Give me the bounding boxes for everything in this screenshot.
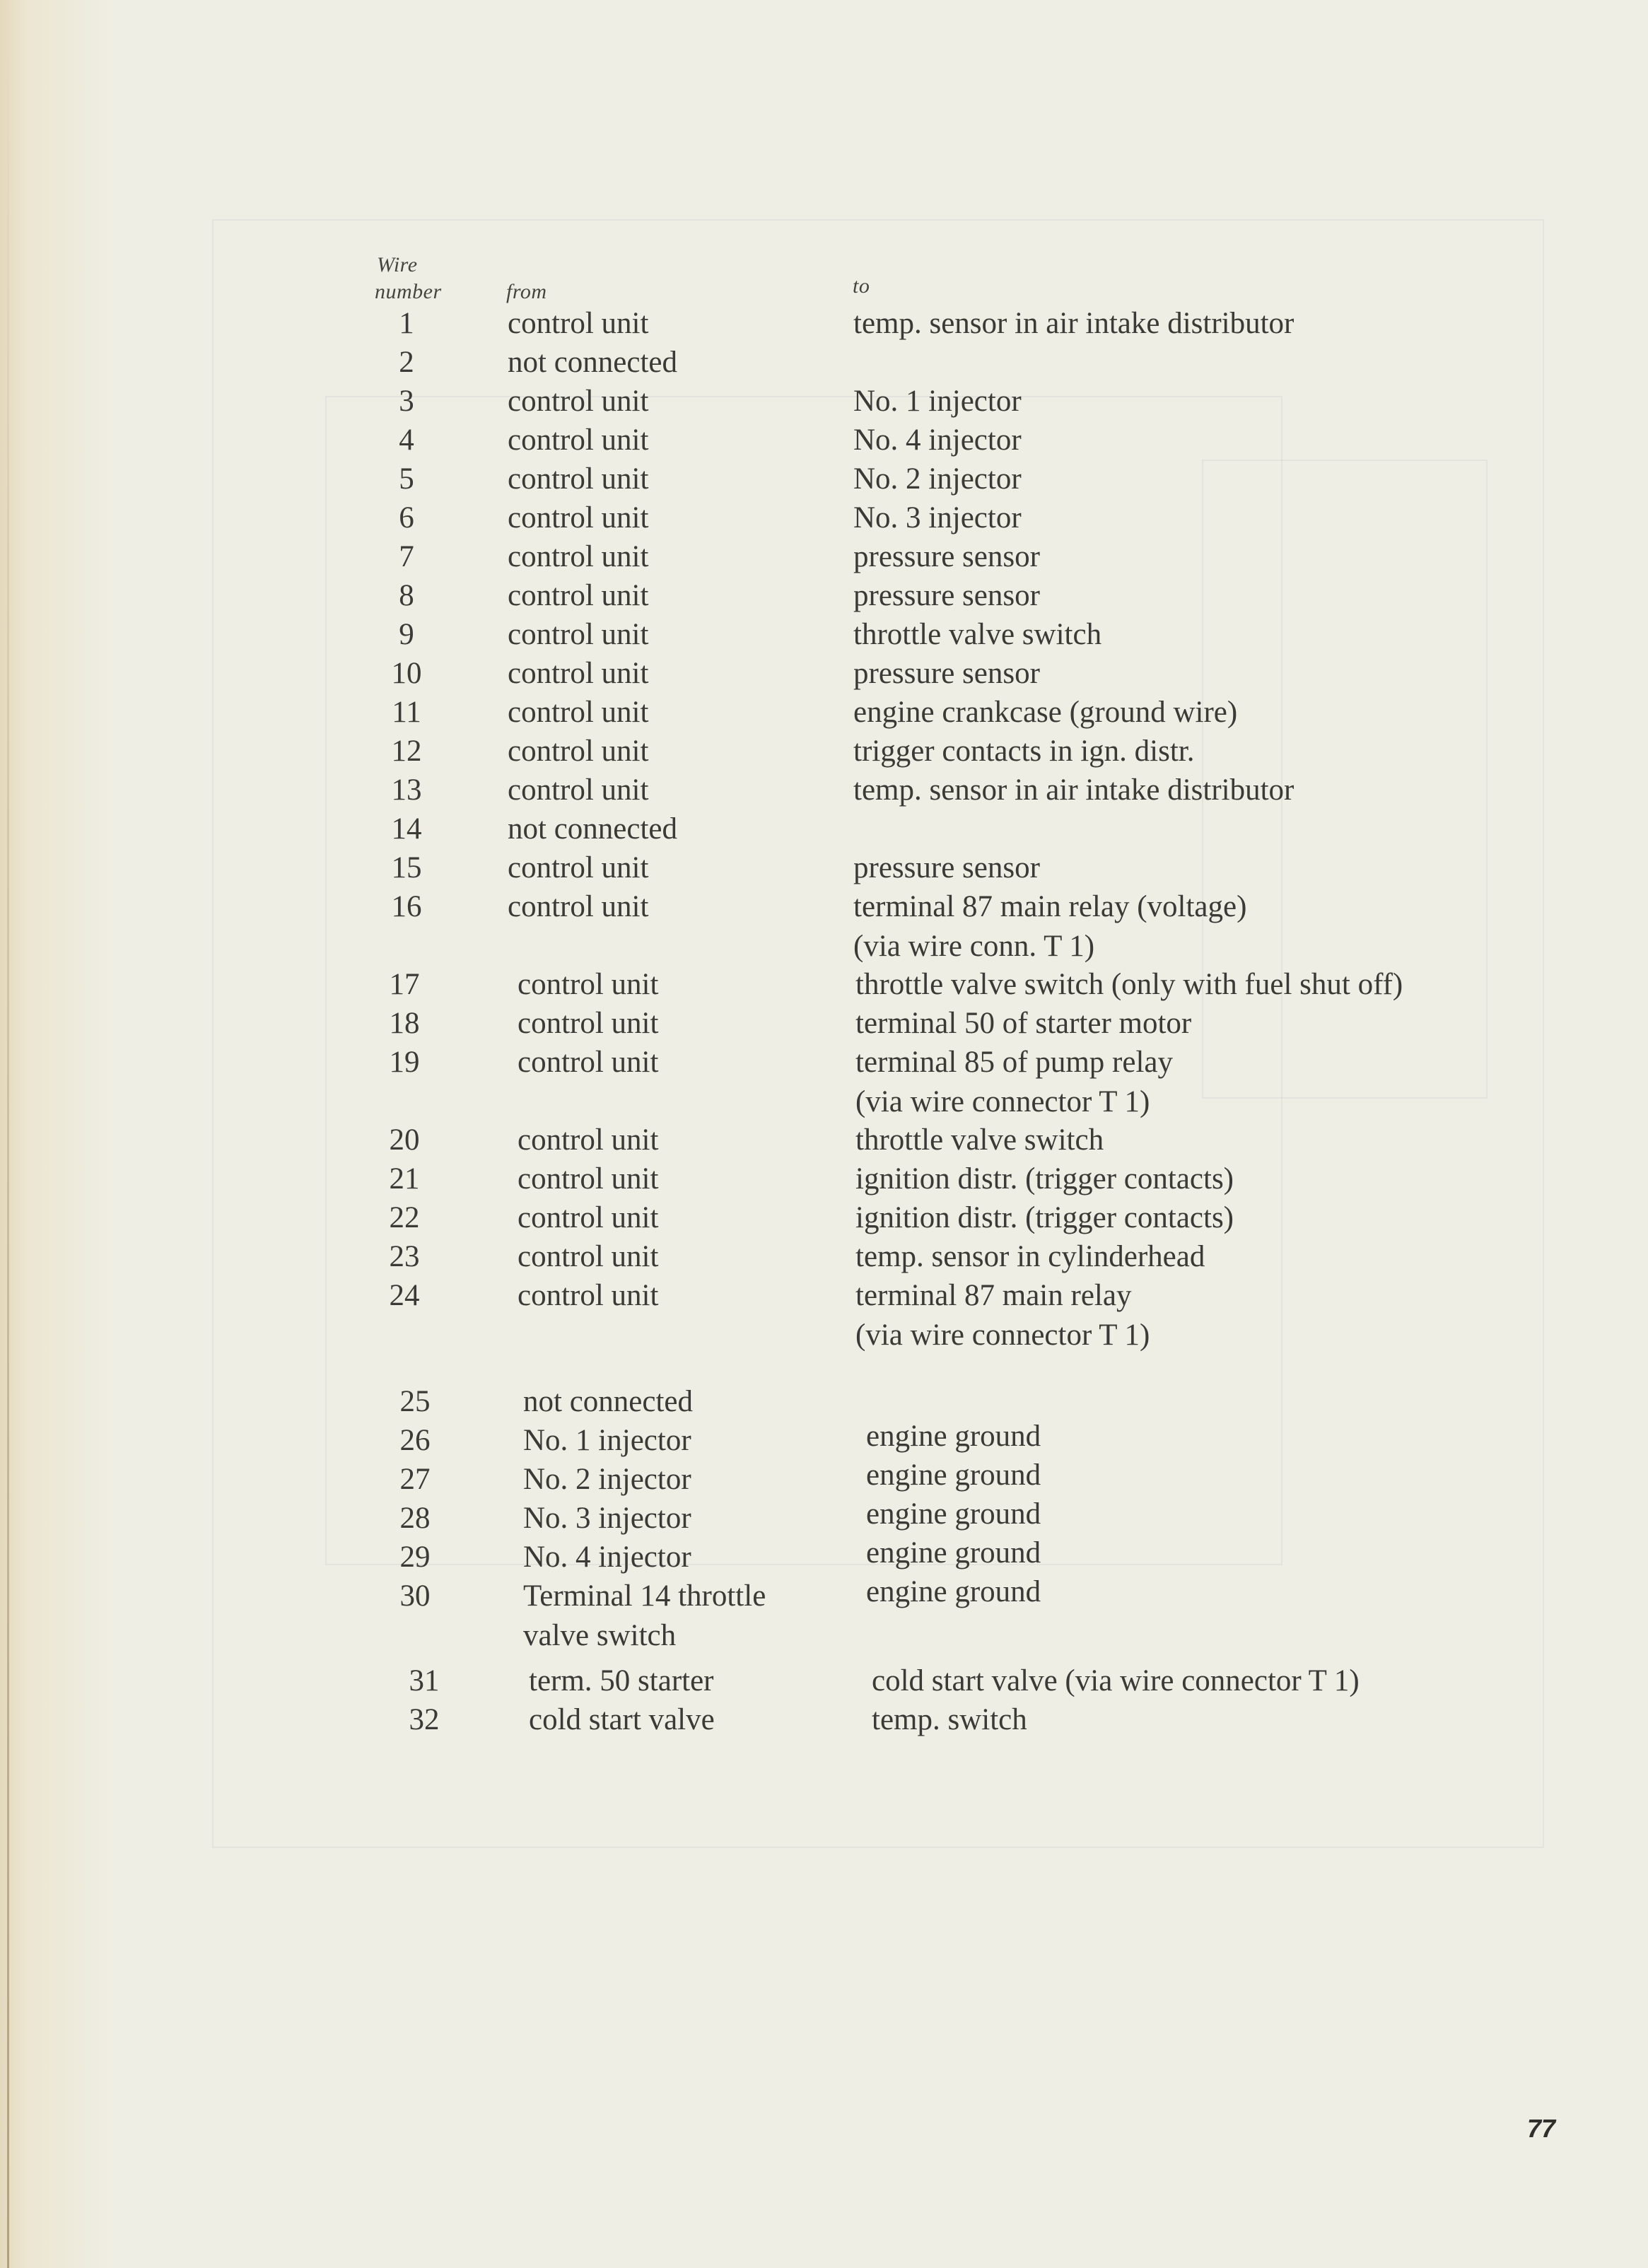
table-row [0, 615, 1648, 655]
table-row [0, 809, 1648, 849]
wire-from: control unit [508, 307, 649, 340]
wire-number: 10 [391, 657, 422, 690]
wire-to: (via wire conn. T 1) [853, 930, 1095, 963]
wire-to: engine ground [866, 1420, 1041, 1453]
wire-from: control unit [518, 1007, 659, 1040]
wire-number: 8 [399, 579, 414, 612]
wire-from: control unit [508, 696, 649, 729]
wire-number: 27 [399, 1463, 431, 1496]
table-row [0, 576, 1648, 616]
wire-number: 17 [389, 968, 420, 1001]
table-row [0, 848, 1648, 888]
wire-from: term. 50 starter [529, 1664, 714, 1697]
table-row [0, 1538, 1648, 1577]
wire-to: engine ground [866, 1459, 1041, 1492]
wire-to: throttle valve switch (only with fuel shut off) [855, 968, 1403, 1001]
table-row [0, 1700, 1648, 1740]
wire-number: 16 [391, 890, 422, 923]
wire-to: trigger contacts in ign. distr. [853, 735, 1195, 768]
wire-number: 21 [389, 1162, 420, 1196]
wire-to: temp. sensor in air intake distributor [853, 307, 1295, 340]
wire-from: not connected [508, 346, 677, 379]
wire-from: control unit [508, 385, 649, 418]
table-row [0, 1159, 1648, 1199]
table-row-continuation [0, 1082, 1648, 1122]
wire-to: No. 1 injector [853, 385, 1022, 418]
table-row [0, 1198, 1648, 1238]
wire-from: control unit [508, 735, 649, 768]
wire-number: 28 [399, 1502, 431, 1535]
wire-from: valve switch [523, 1619, 677, 1652]
wire-to: terminal 85 of pump relay [855, 1046, 1173, 1079]
table-row [0, 537, 1648, 577]
wire-from: Terminal 14 throttle [523, 1579, 766, 1613]
table-row [0, 1421, 1648, 1461]
table-row [0, 732, 1648, 771]
wire-number: 1 [399, 307, 414, 340]
table-row [0, 887, 1648, 927]
table-row [0, 1661, 1648, 1701]
wire-number: 24 [389, 1279, 420, 1312]
wire-to: engine crankcase (ground wire) [853, 696, 1238, 729]
wire-number: 26 [399, 1424, 431, 1457]
wire-to: No. 2 injector [853, 462, 1022, 496]
wire-number: 11 [392, 696, 421, 729]
wire-from: No. 3 injector [523, 1502, 691, 1535]
wire-to: pressure sensor [853, 657, 1040, 690]
wire-from: control unit [508, 423, 649, 457]
wire-number: 4 [399, 423, 414, 457]
header-wire-number-line2: number [375, 280, 442, 303]
wire-number: 18 [389, 1007, 420, 1040]
wire-number: 25 [399, 1385, 431, 1418]
header-to: to [853, 274, 870, 298]
wire-to: terminal 87 main relay (voltage) [853, 890, 1247, 923]
table-row [0, 771, 1648, 810]
table-row-continuation [0, 1616, 1648, 1656]
wire-from: control unit [518, 1201, 659, 1234]
table-row [0, 498, 1648, 538]
wire-to: temp. sensor in air intake distributor [853, 773, 1295, 807]
wire-number: 22 [389, 1201, 420, 1234]
wire-from: control unit [518, 1046, 659, 1079]
wire-from: No. 1 injector [523, 1424, 691, 1457]
wire-from: No. 2 injector [523, 1463, 691, 1496]
wire-to: cold start valve (via wire connector T 1) [872, 1664, 1360, 1697]
table-row [0, 1004, 1648, 1044]
wire-to: ignition distr. (trigger contacts) [855, 1201, 1234, 1234]
wire-number: 19 [389, 1046, 420, 1079]
table-row [0, 382, 1648, 421]
wire-to: pressure sensor [853, 540, 1040, 573]
wire-number: 20 [389, 1123, 420, 1157]
table-row-continuation [0, 927, 1648, 966]
wire-to: ignition distr. (trigger contacts) [855, 1162, 1234, 1196]
table-row [0, 965, 1648, 1005]
wire-from: control unit [518, 1279, 659, 1312]
wire-from: control unit [518, 968, 659, 1001]
table-row [0, 460, 1648, 499]
wire-to: engine ground [866, 1536, 1041, 1570]
header-wire-number-line1: Wire [377, 253, 418, 276]
wire-to: terminal 87 main relay [855, 1279, 1132, 1312]
wire-from: control unit [508, 890, 649, 923]
wire-to: pressure sensor [853, 851, 1040, 884]
wire-number: 9 [399, 618, 414, 651]
wire-from: control unit [518, 1240, 659, 1273]
table-row [0, 1043, 1648, 1082]
wire-from: control unit [508, 851, 649, 884]
wire-from: control unit [508, 618, 649, 651]
table-row [0, 654, 1648, 694]
wire-from: control unit [508, 657, 649, 690]
wire-to: (via wire connector T 1) [855, 1085, 1150, 1118]
table-row [0, 1382, 1648, 1422]
wire-number: 15 [391, 851, 422, 884]
table-row [0, 343, 1648, 382]
wire-number: 31 [409, 1664, 440, 1697]
wire-number: 23 [389, 1240, 420, 1273]
table-row [0, 1577, 1648, 1616]
wire-from: control unit [508, 773, 649, 807]
wire-number: 32 [409, 1703, 440, 1736]
wire-from: cold start valve [529, 1703, 715, 1736]
wire-number: 29 [399, 1541, 431, 1574]
wire-number: 13 [391, 773, 422, 807]
wire-to: pressure sensor [853, 579, 1040, 612]
table-row [0, 1460, 1648, 1500]
wire-from: not connected [508, 812, 677, 846]
wire-to: temp. sensor in cylinderhead [855, 1240, 1205, 1273]
table-row [0, 1237, 1648, 1277]
wire-from: control unit [508, 579, 649, 612]
wire-from: control unit [518, 1162, 659, 1196]
wire-from: control unit [508, 501, 649, 534]
wire-from: not connected [523, 1385, 693, 1418]
table-row-continuation [0, 1316, 1648, 1355]
wire-number: 3 [399, 385, 414, 418]
page-number: 77 [1527, 2114, 1556, 2143]
table-row [0, 304, 1648, 344]
wire-from: No. 4 injector [523, 1541, 691, 1574]
table-row [0, 693, 1648, 732]
wire-from: control unit [508, 540, 649, 573]
wire-from: control unit [518, 1123, 659, 1157]
wire-to: throttle valve switch [855, 1123, 1104, 1157]
table-row [0, 421, 1648, 460]
table-row [0, 1499, 1648, 1538]
wire-to: engine ground [866, 1575, 1041, 1608]
wire-to: No. 4 injector [853, 423, 1022, 457]
wire-to: temp. switch [872, 1703, 1027, 1736]
wire-from: control unit [508, 462, 649, 496]
wire-number: 6 [399, 501, 414, 534]
wire-number: 12 [391, 735, 422, 768]
wire-number: 2 [399, 346, 414, 379]
table-row [0, 1276, 1648, 1316]
wire-number: 14 [391, 812, 422, 846]
wire-to: throttle valve switch [853, 618, 1102, 651]
table-row [0, 1121, 1648, 1160]
wire-number: 30 [399, 1579, 431, 1613]
wire-to: terminal 50 of starter motor [855, 1007, 1192, 1040]
header-from: from [506, 280, 547, 303]
wire-to: (via wire connector T 1) [855, 1319, 1150, 1352]
wire-number: 5 [399, 462, 414, 496]
wire-number: 7 [399, 540, 414, 573]
wire-to: engine ground [866, 1497, 1041, 1531]
wire-to: No. 3 injector [853, 501, 1022, 534]
